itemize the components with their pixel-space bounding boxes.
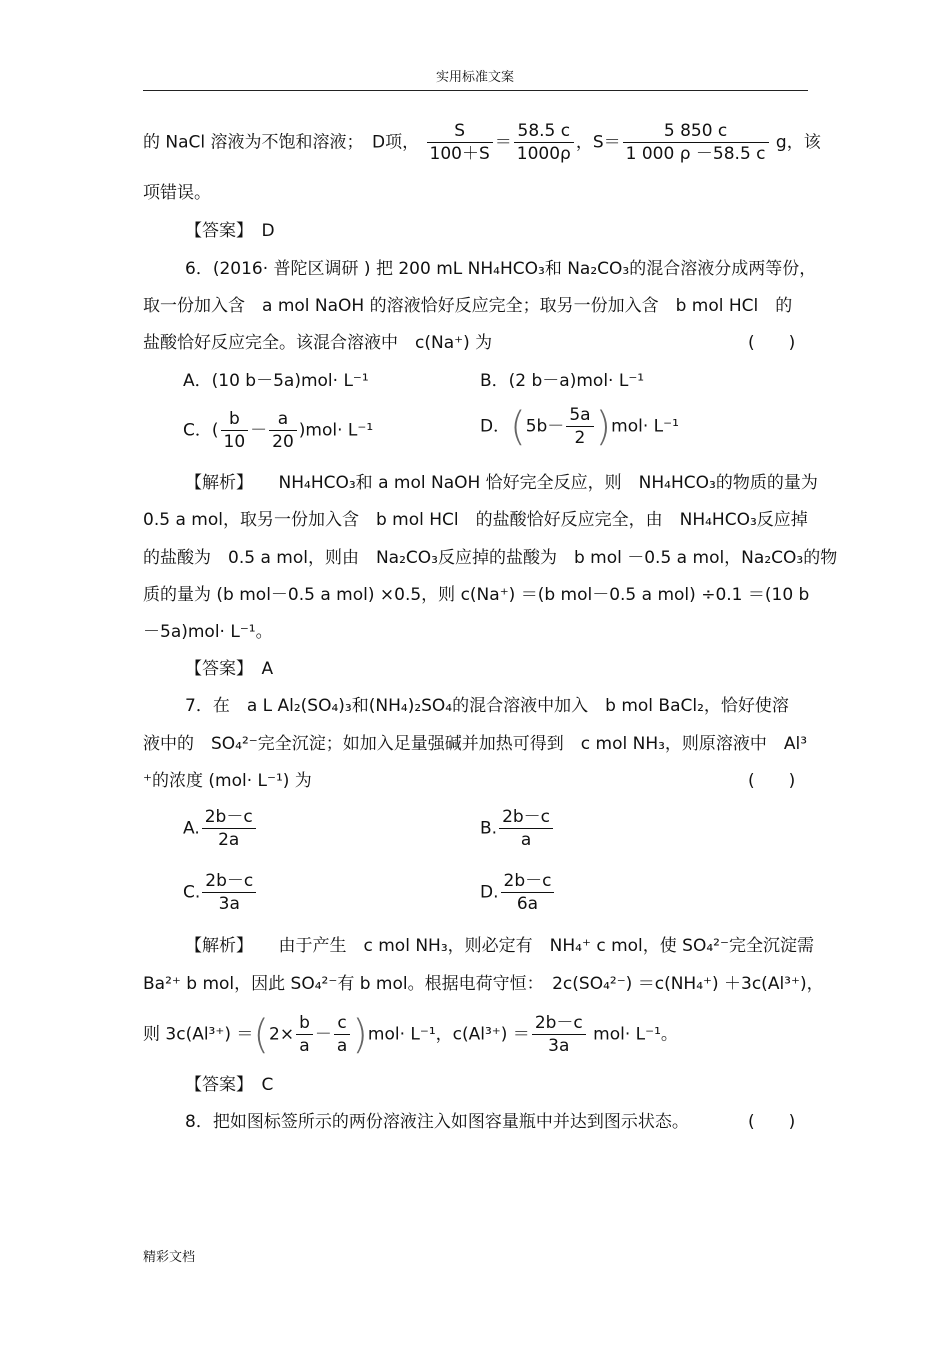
answer-6 — [185, 657, 273, 681]
page-header: 实用标准文案 — [435, 70, 514, 85]
text: A. — [183, 818, 200, 839]
text: NH₄HCO₃和 a mol NaOH 恰好完全反应，则 NH₄HCO₃的物质的量为 — [278, 473, 818, 493]
fraction: $\frac{2b-c}{2a}$ — [202, 806, 256, 851]
answer-value: D — [261, 221, 275, 241]
answer-5 — [185, 219, 275, 243]
q7-line-3: ⁺的浓度 (mol· L⁻¹) 为 — [143, 771, 312, 791]
text: 则 3c(Al³⁺) ＝ — [143, 1024, 254, 1045]
fraction: $\frac{c}{a}$ — [334, 1012, 350, 1057]
fraction: $\frac{5a}{2}$ — [566, 404, 593, 449]
text: g，该 — [770, 132, 821, 153]
q7-option-a — [183, 806, 258, 851]
answer-tag: 【答案】 — [185, 1075, 245, 1095]
q8-answer-paren: ( ) — [748, 1112, 796, 1132]
analysis-6-line-2: 0.5 a mol，取另一份加入含 b mol HCl 的盐酸恰好反应完全，由 NH₄HCO₃反应掉 — [143, 510, 808, 530]
q7-option-b — [480, 806, 555, 851]
q6-line-2: 取一份加入含 a mol NaOH 的溶液恰好反应完全；取另一份加入含 b mol HCl 的 — [143, 296, 793, 316]
answer-value: A — [261, 659, 274, 679]
fraction: $\frac{b}{a}$ — [296, 1012, 313, 1057]
q8-line-1: 8．把如图标签所示的两份溶液注入如图容量瓶中并达到图示状态。 — [185, 1112, 689, 1132]
q7-option-c — [183, 870, 258, 915]
analysis-7-line-1 — [185, 934, 814, 958]
text: ，S＝ — [575, 132, 621, 153]
analysis-6-line-5: －5a)mol· L⁻¹。 — [143, 622, 273, 642]
text: C．( — [183, 420, 219, 441]
fraction: $\frac{2b-c}{3a}$ — [532, 1012, 586, 1057]
q6-line-1: 6．(2016· 普陀区调研 ) 把 200 mL NH₄HCO₃和 Na₂CO₃的混合溶液分成两等份， — [185, 259, 817, 279]
text: C. — [183, 882, 201, 903]
fraction: $\frac{2b-c}{6a}$ — [501, 870, 555, 915]
text: － — [250, 420, 268, 441]
q6-answer-paren: ( ) — [748, 333, 796, 353]
fraction: $\frac{2b-c}{3a}$ — [202, 870, 256, 915]
q6-option-c — [183, 408, 373, 453]
fraction: $\frac{2b-c}{a}$ — [499, 806, 553, 851]
text: B. — [480, 818, 498, 839]
fraction: $\frac{a}{20}$ — [269, 408, 297, 453]
answer-tag: 【答案】 — [185, 659, 245, 679]
left-paren: ( — [253, 1011, 269, 1058]
fraction: $\frac{58.5 c}{1000\rho}$ — [514, 120, 574, 165]
text: 5b－ — [525, 416, 565, 437]
text: mol· L⁻¹ — [611, 416, 679, 437]
answer-tag: 【答案】 — [185, 221, 245, 241]
analysis-tag: 【解析】 — [185, 936, 245, 956]
q6-option-d — [480, 404, 679, 449]
q7-option-d — [480, 870, 556, 915]
analysis-7-line-2: Ba²⁺ b mol，因此 SO₄²⁻有 b mol。根据电荷守恒： 2c(SO₄²⁻) ＝c(NH₄⁺) ＋3c(Al³⁺)， — [143, 974, 824, 994]
answer-value: C — [261, 1075, 274, 1095]
text: mol· L⁻¹，c(Al³⁺) ＝ — [367, 1024, 530, 1045]
q6-option-b: B．(2 b－a)mol· L⁻¹ — [480, 371, 645, 391]
analysis-6-line-3: 的盐酸为 0.5 a mol，则由 Na₂CO₃反应掉的盐酸为 b mol －0.5 a mol，Na₂CO₃的物 — [143, 548, 838, 568]
solution-line-2: 项错误。 — [143, 183, 211, 203]
fraction: $\frac{b}{10}$ — [221, 408, 249, 453]
q6-line-3: 盐酸恰好反应完全。该混合溶液中 c(Na⁺) 为 — [143, 333, 493, 353]
text: mol· L⁻¹。 — [587, 1024, 678, 1045]
fraction: $\frac{5 850 c}{1 000 \rho -58.5 c}$ — [623, 120, 769, 165]
answer-7 — [185, 1073, 273, 1097]
fraction: $\frac{S}{100+S}$ — [427, 120, 493, 165]
analysis-7-line-3 — [143, 1012, 678, 1057]
solution-line-1 — [143, 120, 821, 165]
header-rule — [143, 90, 808, 91]
text: 由于产生 c mol NH₃，则必定有 NH₄⁺ c mol，使 SO₄²⁻完全沉淀需 — [278, 936, 814, 956]
text: － — [314, 1024, 332, 1045]
text: 的 NaCl 溶液为不饱和溶液； D项， — [143, 132, 420, 153]
analysis-tag: 【解析】 — [185, 473, 245, 493]
text: 2× — [269, 1024, 295, 1045]
right-paren: ) — [595, 403, 612, 450]
right-paren: ) — [352, 1011, 368, 1058]
page-footer: 精彩文档 — [143, 1250, 196, 1265]
q6-option-a: A．(10 b－5a)mol· L⁻¹ — [183, 371, 369, 391]
analysis-6-line-4: 质的量为 (b mol－0.5 a mol) ×0.5，则 c(Na⁺) ＝(b mol－0.5 a mol) ÷0.1 ＝(10 b — [143, 585, 810, 605]
q7-answer-paren: ( ) — [748, 771, 796, 791]
text: )mol· L⁻¹ — [298, 420, 374, 441]
text: D． — [480, 416, 511, 437]
analysis-6-line-1 — [185, 471, 818, 495]
text: D. — [480, 882, 499, 903]
left-paren: ( — [510, 403, 526, 450]
text: ＝ — [494, 132, 512, 153]
q7-line-2: 液中的 SO₄²⁻完全沉淀；如加入足量强碱并加热可得到 c mol NH₃，则原溶液中 Al³ — [143, 734, 808, 754]
q7-line-1: 7．在 a L Al₂(SO₄)₃和(NH₄)₂SO₄的混合溶液中加入 b mol BaCl₂，恰好使溶 — [185, 696, 789, 716]
